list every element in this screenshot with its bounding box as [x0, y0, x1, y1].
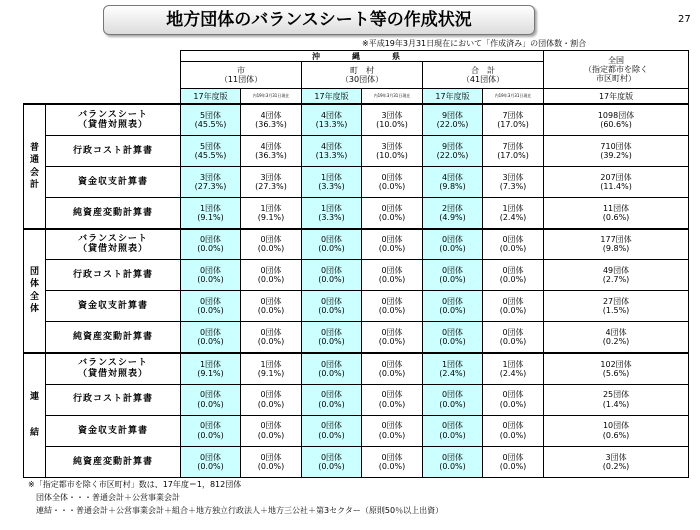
- value-cell: 0団体 (0.0%): [423, 446, 483, 477]
- value-cell: 1団体 (3.3%): [302, 167, 362, 198]
- group-label-char: 体: [29, 304, 39, 315]
- value-cell: 0団体 (0.0%): [483, 415, 544, 446]
- edition-17-cities: 17年度版: [181, 89, 241, 105]
- value-cell: 0団体 (0.0%): [181, 446, 241, 477]
- value-cell: 7団体 (17.0%): [483, 104, 544, 135]
- statement-type: 行政コスト計算書: [46, 260, 181, 291]
- value-cell: 0団体 (0.0%): [302, 353, 362, 384]
- table-row: [24, 167, 689, 198]
- value-cell: 4団体 (36.3%): [241, 135, 302, 166]
- table-row: [24, 415, 689, 446]
- value-cell: 1団体 (3.3%): [302, 198, 362, 229]
- value-cell: 0団体 (0.0%): [302, 446, 362, 477]
- value-cell: 0団体 (0.0%): [362, 167, 423, 198]
- value-cell: 0団体 (0.0%): [241, 446, 302, 477]
- value-cell: 0団体 (0.0%): [181, 291, 241, 322]
- value-cell: 0団体 (0.0%): [362, 353, 423, 384]
- value-cell: 0団体 (0.0%): [241, 291, 302, 322]
- edition-17-towns: 17年度版: [302, 89, 362, 105]
- group-label-char: 計: [29, 179, 39, 190]
- header-total: 合 計 （41団体）: [423, 62, 544, 89]
- statement-type: 純資産変動計算書: [46, 198, 181, 229]
- national-value-cell: 177団体 (9.8%): [544, 229, 689, 260]
- corner-blank: [24, 51, 181, 105]
- table-row: [24, 229, 689, 260]
- value-cell: 0団体 (0.0%): [483, 260, 544, 291]
- value-cell: 0団体 (0.0%): [241, 384, 302, 415]
- value-cell: 0団体 (0.0%): [302, 415, 362, 446]
- edition-17-national: 17年度版: [544, 89, 689, 105]
- national-value-cell: 207団体 (11.4%): [544, 167, 689, 198]
- statement-type: 資金収支計算書: [46, 291, 181, 322]
- value-cell: 4団体 (13.3%): [302, 104, 362, 135]
- table-row: [24, 384, 689, 415]
- statement-type: 行政コスト計算書: [46, 384, 181, 415]
- page-number: 27: [678, 14, 691, 25]
- statement-type: 資金収支計算書: [46, 415, 181, 446]
- header-national: 全国 （指定都市を除く 市区町村）: [544, 51, 689, 89]
- value-cell: 1団体 (2.4%): [423, 353, 483, 384]
- edition-other-towns: 内19年3月31日現在: [362, 89, 423, 105]
- statement-type: 資金収支計算書: [46, 167, 181, 198]
- group-label: [24, 104, 46, 228]
- statement-type: 純資産変動計算書: [46, 322, 181, 353]
- value-cell: 0団体 (0.0%): [362, 198, 423, 229]
- value-cell: 0団体 (0.0%): [241, 229, 302, 260]
- value-cell: 0団体 (0.0%): [423, 384, 483, 415]
- value-cell: 0団体 (0.0%): [302, 260, 362, 291]
- group-label-char: 会: [29, 167, 39, 178]
- value-cell: 1団体 (9.1%): [181, 353, 241, 384]
- edition-other-total: 内19年3月31日現在: [483, 89, 544, 105]
- national-value-cell: 10団体 (0.6%): [544, 415, 689, 446]
- value-cell: 0団体 (0.0%): [181, 415, 241, 446]
- value-cell: 0団体 (0.0%): [181, 260, 241, 291]
- value-cell: 0団体 (0.0%): [362, 229, 423, 260]
- national-value-cell: 4団体 (0.2%): [544, 322, 689, 353]
- value-cell: 0団体 (0.0%): [483, 446, 544, 477]
- value-cell: 4団体 (9.8%): [423, 167, 483, 198]
- value-cell: 0団体 (0.0%): [423, 322, 483, 353]
- value-cell: 0団体 (0.0%): [181, 322, 241, 353]
- national-value-cell: 102団体 (5.6%): [544, 353, 689, 384]
- value-cell: 0団体 (0.0%): [302, 322, 362, 353]
- value-cell: 0団体 (0.0%): [362, 291, 423, 322]
- as-of-note: ※平成19年3月31日現在において「作成済み」の団体数・割合: [362, 39, 587, 48]
- footnotes: [28, 478, 443, 517]
- national-value-cell: 25団体 (1.4%): [544, 384, 689, 415]
- group-label-char: 結: [29, 428, 39, 439]
- value-cell: 1団体 (2.4%): [483, 198, 544, 229]
- value-cell: 3団体 (27.3%): [241, 167, 302, 198]
- national-value-cell: 11団体 (0.6%): [544, 198, 689, 229]
- group-label-char: [24, 404, 45, 426]
- value-cell: 0団体 (0.0%): [362, 384, 423, 415]
- value-cell: 0団体 (0.0%): [362, 446, 423, 477]
- value-cell: 5団体 (45.5%): [181, 135, 241, 166]
- national-value-cell: 27団体 (1.5%): [544, 291, 689, 322]
- table-row: [24, 135, 689, 166]
- value-cell: 0団体 (0.0%): [302, 229, 362, 260]
- value-cell: 7団体 (17.0%): [483, 135, 544, 166]
- value-cell: 0団体 (0.0%): [483, 322, 544, 353]
- edition-other-cities: 内19年3月31日現在: [241, 89, 302, 105]
- table-row: [24, 446, 689, 477]
- statement-type: 純資産変動計算書: [46, 446, 181, 477]
- national-value-cell: 1098団体 (60.6%): [544, 104, 689, 135]
- footnote-1: ※「指定都市を除く市区町村」数は、17年度＝1，812団体: [28, 480, 242, 489]
- value-cell: 4団体 (13.3%): [302, 135, 362, 166]
- statement-type: 行政コスト計算書: [46, 135, 181, 166]
- value-cell: 1団体 (2.4%): [483, 353, 544, 384]
- value-cell: 0団体 (0.0%): [302, 384, 362, 415]
- header-towns: 町 村 （30団体）: [302, 62, 423, 89]
- footnote-3: 連結・・・普通会計＋公営事業会計＋組合＋地方独立行政法人＋地方三公社＋第3セクター（原則50％以上出資）: [28, 506, 444, 515]
- table-row: [24, 353, 689, 384]
- statement-type: バランスシート （貸借対照表）: [46, 353, 181, 384]
- page-title: 地方団体のバランスシート等の作成状況: [103, 5, 535, 35]
- value-cell: 0団体 (0.0%): [362, 415, 423, 446]
- national-value-cell: 3団体 (0.2%): [544, 446, 689, 477]
- value-cell: 3団体 (10.0%): [362, 104, 423, 135]
- value-cell: 0団体 (0.0%): [483, 291, 544, 322]
- value-cell: 1団体 (9.1%): [241, 353, 302, 384]
- group-label-char: 連: [29, 392, 39, 403]
- value-cell: 3団体 (27.3%): [181, 167, 241, 198]
- value-cell: 0団体 (0.0%): [241, 322, 302, 353]
- group-label-char: 普: [29, 142, 39, 153]
- table-row: [24, 260, 689, 291]
- header-cities: 市 （11団体）: [181, 62, 302, 89]
- table-row: [24, 104, 689, 135]
- value-cell: 3団体 (7.3%): [483, 167, 544, 198]
- national-value-cell: 710団体 (39.2%): [544, 135, 689, 166]
- group-label-char: 通: [29, 155, 39, 166]
- value-cell: 0団体 (0.0%): [181, 229, 241, 260]
- value-cell: 0団体 (0.0%): [362, 260, 423, 291]
- value-cell: 0団体 (0.0%): [302, 291, 362, 322]
- value-cell: 2団体 (4.9%): [423, 198, 483, 229]
- value-cell: 0団体 (0.0%): [423, 291, 483, 322]
- header-prefecture: 沖 縄 県: [181, 51, 544, 62]
- edition-17-total: 17年度版: [423, 89, 483, 105]
- statement-type: バランスシート （貸借対照表）: [46, 229, 181, 260]
- value-cell: 4団体 (36.3%): [241, 104, 302, 135]
- value-cell: 0団体 (0.0%): [241, 415, 302, 446]
- value-cell: 0団体 (0.0%): [362, 322, 423, 353]
- table-row: [24, 322, 689, 353]
- value-cell: 0団体 (0.0%): [181, 384, 241, 415]
- table-row: [24, 198, 689, 229]
- value-cell: 0団体 (0.0%): [483, 229, 544, 260]
- footnote-2: 団体全体・・・普通会計＋公営事業会計: [28, 493, 180, 502]
- value-cell: 3団体 (10.0%): [362, 135, 423, 166]
- status-table: [23, 50, 689, 478]
- value-cell: 1団体 (9.1%): [241, 198, 302, 229]
- group-label: [24, 229, 46, 353]
- value-cell: 0団体 (0.0%): [241, 260, 302, 291]
- table-row: [24, 291, 689, 322]
- value-cell: 0団体 (0.0%): [483, 384, 544, 415]
- value-cell: 0団体 (0.0%): [423, 415, 483, 446]
- value-cell: 0団体 (0.0%): [423, 260, 483, 291]
- value-cell: 9団体 (22.0%): [423, 104, 483, 135]
- national-value-cell: 49団体 (2.7%): [544, 260, 689, 291]
- value-cell: 5団体 (45.5%): [181, 104, 241, 135]
- group-label: [24, 353, 46, 478]
- group-label-char: 団: [29, 267, 39, 278]
- group-label-char: 体: [29, 279, 39, 290]
- statement-type: バランスシート （貸借対照表）: [46, 104, 181, 135]
- value-cell: 0団体 (0.0%): [423, 229, 483, 260]
- value-cell: 9団体 (22.0%): [423, 135, 483, 166]
- group-label-char: 全: [29, 291, 39, 302]
- value-cell: 1団体 (9.1%): [181, 198, 241, 229]
